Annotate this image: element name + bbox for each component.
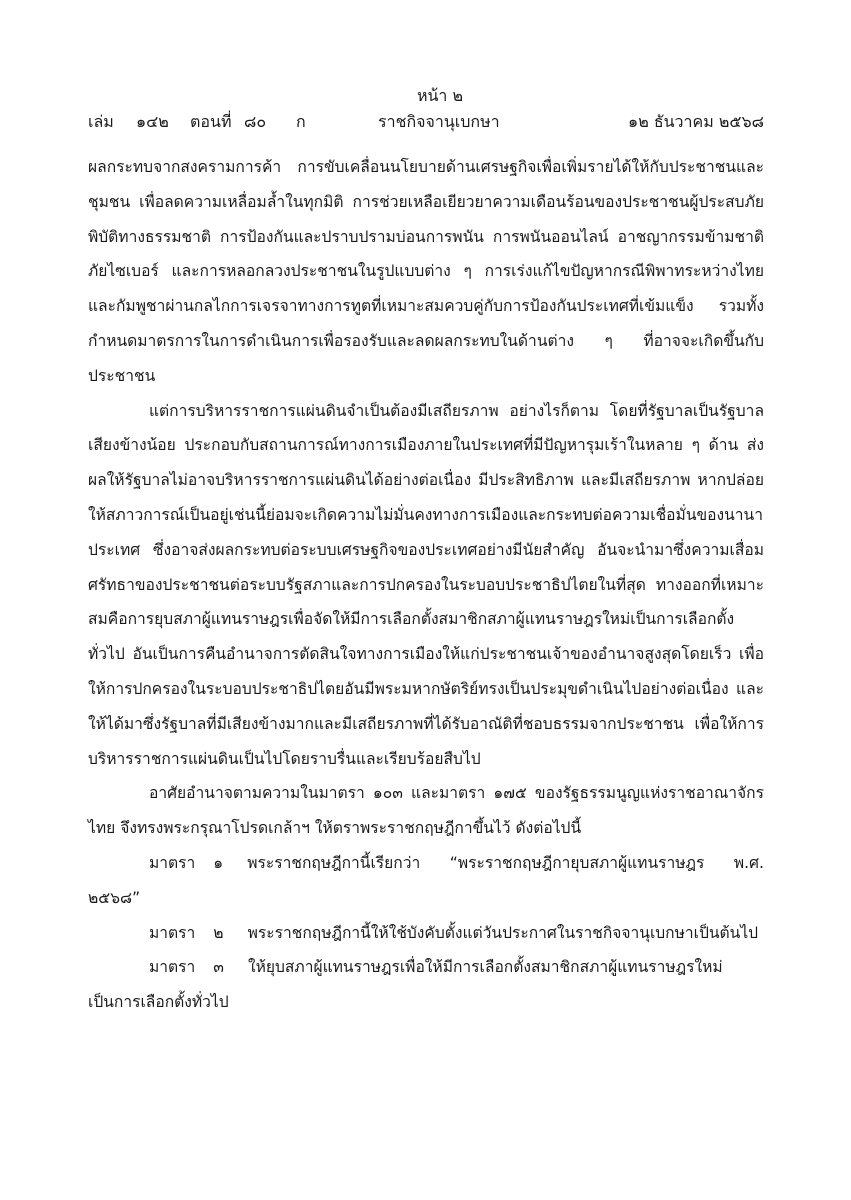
issue-label: ตอนที่: [190, 112, 232, 131]
volume-number: ๑๔๒: [136, 112, 169, 131]
section-2: [88, 916, 764, 951]
section-label: มาตรา: [149, 853, 196, 872]
section-label: มาตรา: [149, 958, 196, 977]
issue-number: ๘๐: [244, 112, 267, 131]
section-number: ๒: [213, 923, 224, 942]
section-3: [88, 950, 764, 1020]
section-1: [88, 846, 764, 916]
section-text: พระราชกฤษฎีกานี้ให้ใช้บังคับตั้งแต่วันประกาศในราชกิจจานุเบกษาเป็นต้นไป: [247, 923, 759, 942]
section-label: มาตรา: [149, 923, 196, 942]
paragraph-authority: อาศัยอำนาจตามความในมาตรา ๑๐๓ และมาตรา ๑๗๕ ของรัฐธรรมนูญแห่งราชอาณาจักรไทย จึงทรงพระกรุณาโปรดเกล้าฯ ให้ตราพระราชกฤษฎีกาขึ้นไว้ ดังต่อไปนี้: [88, 784, 764, 838]
document-body: [88, 150, 764, 1020]
gazette-name: ราชกิจจานุเบกษา: [378, 112, 500, 131]
section-text: ให้ยุบสภาผู้แทนราษฎรเพื่อให้มีการเลือกตั้งสมาชิกสภาผู้แทนราษฎรใหม่เป็นการเลือกตั้งทั่วไป: [88, 958, 723, 1012]
issue-section: ก: [296, 112, 306, 131]
publication-date: ๑๒ ธันวาคม ๒๕๖๘: [628, 112, 764, 131]
section-number: ๑: [213, 853, 224, 872]
page-number: [88, 84, 764, 109]
section-number: ๓: [213, 958, 224, 977]
volume-label: เล่ม: [88, 112, 114, 131]
header-info-row: [88, 110, 764, 132]
paragraph-rationale: แต่การบริหารราชการแผ่นดินจำเป็นต้องมีเสถียรภาพ อย่างไรก็ตาม โดยที่รัฐบาลเป็นรัฐบาลเสียงข้างน้อย ประกอบกับสถานการณ์ทางการเมืองภายในประเทศที่มีปัญหารุมเร้าในหลาย ๆ ด้าน ส่งผลให้รัฐบาลไม่อาจบริหารราชการแผ่นดินได้อย่างต่อเนื่อง มีประสิทธิภาพ และมีเสถียรภาพ หากปล่อยให้สภาวการณ์เป็นอยู่เช่นนี้ย่อมจะเกิดความไม่มั่นคงทางการเมืองและกระทบต่อความเชื่อมั่นของนานาประเทศ ซึ่งอาจส่งผลกระทบต่อระบบเศรษฐกิจของประเทศอย่างมีนัยสำคัญ อันจะนำมาซึ่งความเสื่อมศรัทธาของประชาชนต่อระบบรัฐสภาและการปกครองในระบอบประชาธิปไตยในที่สุด ทางออกที่เหมาะสมคือการยุบสภาผู้แทนราษฎรเพื่อจัดให้มีการเลือกตั้งสมาชิกสภาผู้แทนราษฎรใหม่เป็นการเลือกตั้งทั่วไป อันเป็นการคืนอำนาจการตัดสินใจทางการเมืองให้แก่ประชาชนเจ้าของอำนาจสูงสุดโดยเร็ว เพื่อให้การปกครองในระบอบประชาธิปไตยอันมีพระมหากษัตริย์ทรงเป็นประมุขดำเนินไปอย่างต่อเนื่อง และให้ได้มาซึ่งรัฐบาลที่มีเสียงข้างมากและมีเสถียรภาพที่ได้รับอาณัติที่ชอบธรรมจากประชาชน เพื่อให้การบริหารราชการแผ่นดินเป็นไปโดยราบรื่นและเรียบร้อยสืบไป: [88, 401, 764, 768]
paragraph-continuation: ผลกระทบจากสงครามการค้า การขับเคลื่อนนโยบายด้านเศรษฐกิจเพื่อเพิ่มรายได้ให้กับประชาชนและชุมชน เพื่อลดความเหลื่อมล้ำในทุกมิติ การช่วยเหลือเยียวยาความเดือนร้อนของประชาชนผู้ประสบภัยพิบัติทางธรรมชาติ การป้องกันและปราบปรามบ่อนการพนัน การพนันออนไลน์ อาชญากรรมข้ามชาติ ภัยไซเบอร์ และการหลอกลวงประชาชนในรูปแบบต่าง ๆ การเร่งแก้ไขปัญหากรณีพิพาทระหว่างไทยและกัมพูชาผ่านกลไกการเจรจาทางการทูตที่เหมาะสมควบคู่กับการป้องกันประเทศที่เข้มแข็ง รวมทั้งกำหนดมาตรการในการดำเนินการเพื่อรองรับและลดผลกระทบในด้านต่าง ๆ ที่อาจจะเกิดขึ้นกับประชาชน: [88, 158, 764, 385]
page-number-text: หน้า ๒: [416, 86, 464, 105]
section-text: พระราชกฤษฎีกานี้เรียกว่า “พระราชกฤษฎีกายุบสภาผู้แทนราษฎร พ.ศ. ๒๕๖๘”: [88, 853, 764, 907]
